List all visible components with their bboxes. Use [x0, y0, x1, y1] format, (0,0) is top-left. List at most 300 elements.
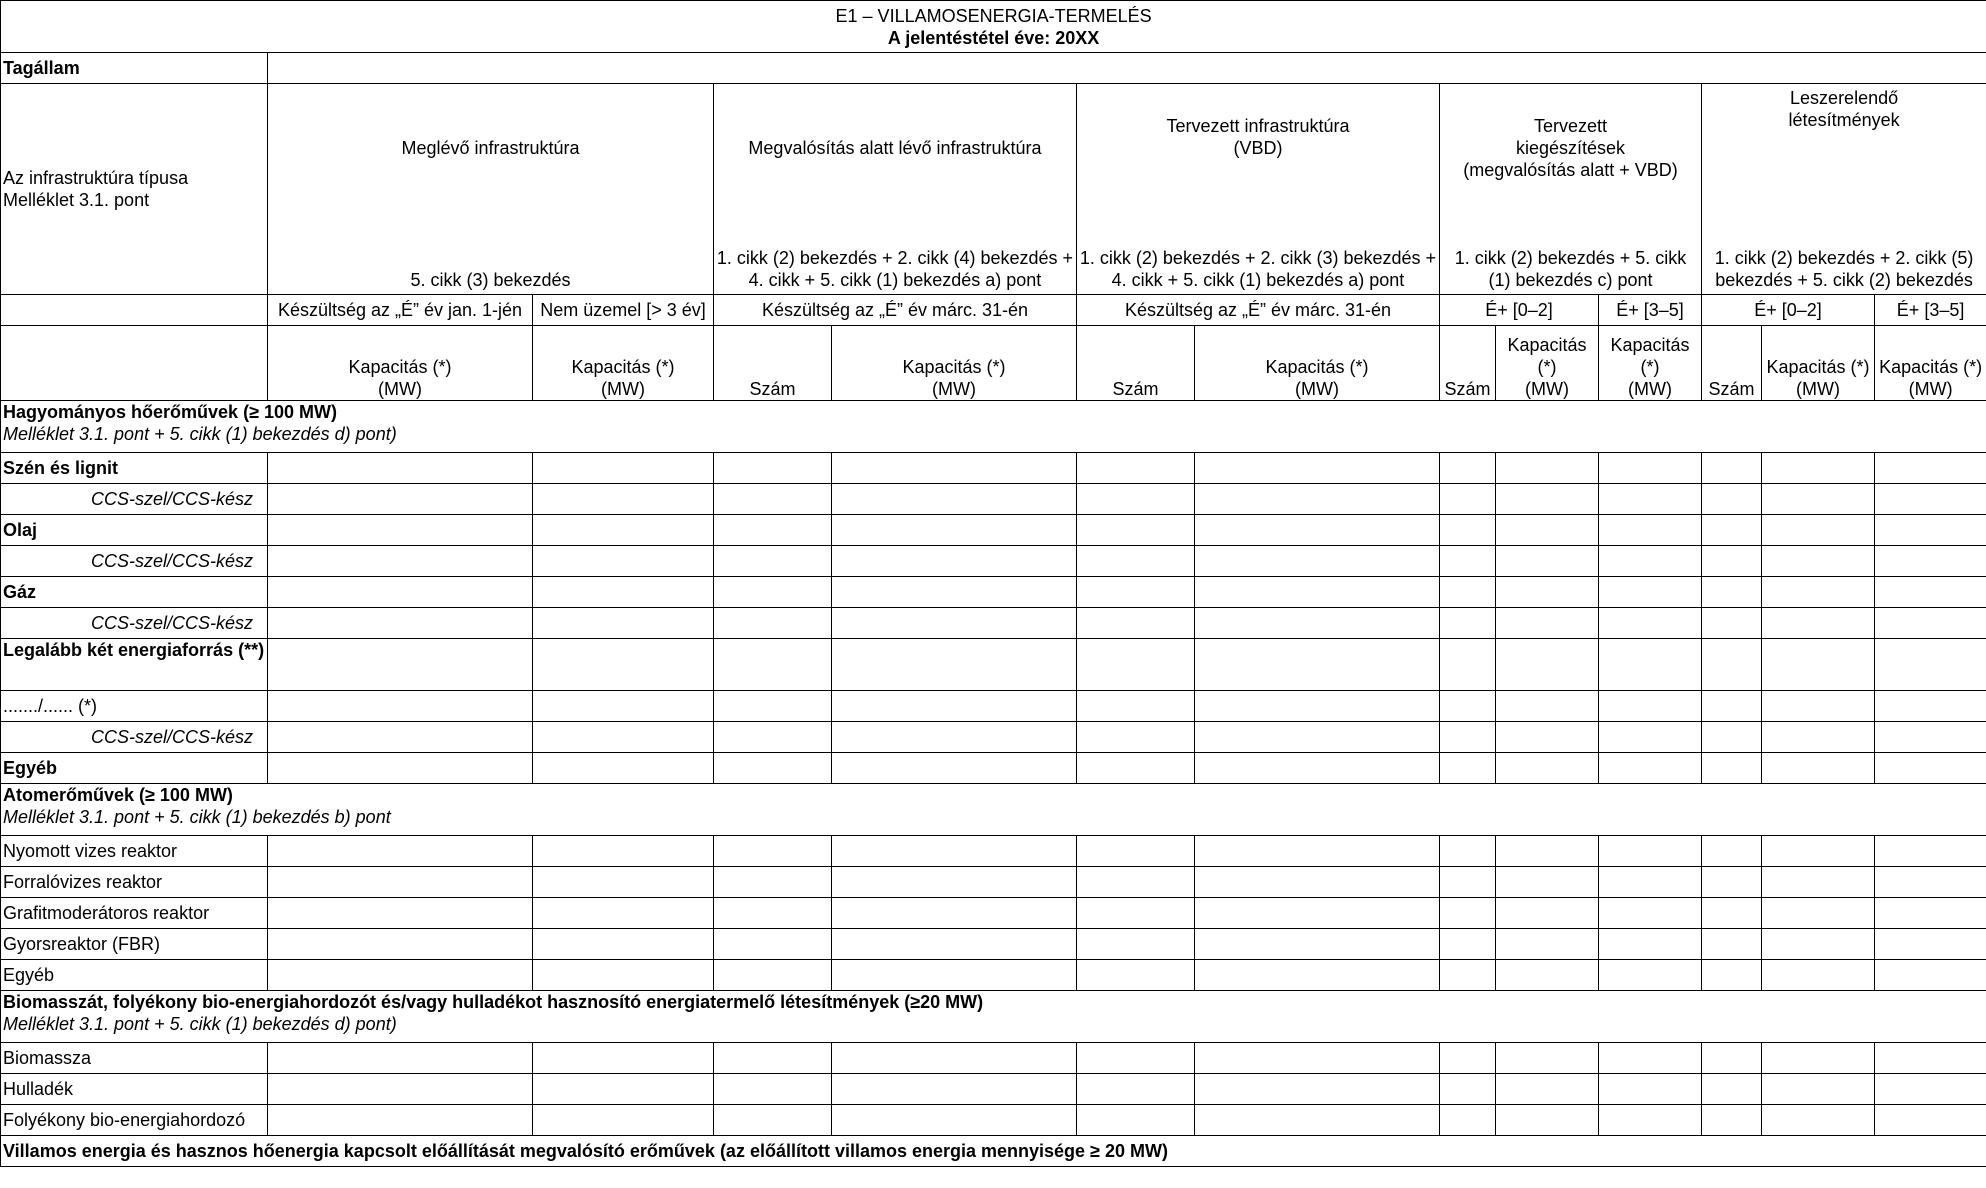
data-cell[interactable]	[1195, 453, 1440, 484]
group-additions-title2: kiegészítések	[1515, 138, 1626, 158]
data-cell[interactable]	[1077, 577, 1195, 608]
data-cell[interactable]	[268, 515, 533, 546]
subheader-completeness-mar-2: Készültség az „É” év márc. 31-én	[1077, 295, 1440, 326]
data-cell[interactable]	[1875, 753, 1986, 784]
unit-header-row	[1, 326, 1986, 401]
data-cell[interactable]	[1496, 1074, 1599, 1105]
data-cell[interactable]	[1077, 515, 1195, 546]
data-cell[interactable]	[1875, 1043, 1986, 1074]
data-cell[interactable]	[268, 484, 533, 515]
data-cell[interactable]	[1762, 1043, 1875, 1074]
data-cell[interactable]	[268, 639, 533, 691]
data-cell[interactable]	[1762, 515, 1875, 546]
data-cell[interactable]	[1762, 1105, 1875, 1136]
group-planned	[1077, 84, 1440, 295]
data-cell[interactable]	[268, 546, 533, 577]
table-row	[1, 453, 1986, 484]
data-cell[interactable]	[1762, 639, 1875, 691]
data-cell[interactable]	[1702, 722, 1762, 753]
data-cell[interactable]	[1599, 639, 1702, 691]
data-cell[interactable]	[832, 691, 1077, 722]
data-cell[interactable]	[714, 960, 832, 991]
data-cell[interactable]	[533, 929, 714, 960]
unit-capacity	[1496, 326, 1599, 401]
section-title: Biomasszát, folyékony bio-energiahordozót és/vagy hulladékot hasznosító energiatermelő létesítmények (≥20 MW)	[3, 992, 984, 1012]
data-cell[interactable]	[832, 484, 1077, 515]
data-cell[interactable]	[1440, 608, 1496, 639]
section-chp-row	[1, 1136, 1986, 1167]
data-cell[interactable]	[1077, 453, 1195, 484]
unit-capacity-label: Kapacitás (*)	[902, 357, 1006, 377]
subheader-e-0-2-decommission: É+ [0–2]	[1702, 295, 1875, 326]
data-cell[interactable]	[1875, 691, 1986, 722]
data-cell[interactable]	[1762, 929, 1875, 960]
unit-capacity-label: Kapacitás (*)	[1879, 357, 1983, 377]
data-cell[interactable]	[832, 577, 1077, 608]
data-cell[interactable]	[1599, 1074, 1702, 1105]
data-cell[interactable]	[1077, 753, 1195, 784]
row-label-graphite: Grafitmoderátoros reaktor	[1, 898, 268, 929]
data-cell[interactable]	[1496, 691, 1599, 722]
data-cell[interactable]	[714, 836, 832, 867]
data-cell[interactable]	[714, 691, 832, 722]
data-cell[interactable]	[1440, 753, 1496, 784]
subheader-completeness-jan: Készültség az „É” év jan. 1-jén	[268, 295, 533, 326]
data-cell[interactable]	[1440, 1105, 1496, 1136]
data-cell[interactable]	[1875, 867, 1986, 898]
data-cell[interactable]	[1077, 639, 1195, 691]
data-cell[interactable]	[1077, 722, 1195, 753]
data-cell[interactable]	[832, 546, 1077, 577]
section-ref: Melléklet 3.1. pont + 5. cikk (1) bekezdés b) pont	[3, 807, 391, 827]
data-cell[interactable]	[533, 577, 714, 608]
data-cell[interactable]	[1496, 639, 1599, 691]
data-cell[interactable]	[1702, 960, 1762, 991]
data-cell[interactable]	[1875, 722, 1986, 753]
data-cell[interactable]	[1875, 836, 1986, 867]
table-row	[1, 515, 1986, 546]
data-cell[interactable]	[1195, 639, 1440, 691]
data-cell[interactable]	[1702, 691, 1762, 722]
data-cell[interactable]	[1440, 836, 1496, 867]
data-cell[interactable]	[832, 898, 1077, 929]
data-cell[interactable]	[1440, 929, 1496, 960]
data-cell[interactable]	[832, 1105, 1077, 1136]
subheader-e-0-2-additions: É+ [0–2]	[1440, 295, 1599, 326]
data-cell[interactable]	[1762, 608, 1875, 639]
data-cell[interactable]	[1599, 753, 1702, 784]
data-cell[interactable]	[1440, 515, 1496, 546]
data-cell[interactable]	[1875, 608, 1986, 639]
data-cell[interactable]	[1702, 836, 1762, 867]
subheader-e-3-5-additions: É+ [3–5]	[1599, 295, 1702, 326]
data-cell[interactable]	[533, 867, 714, 898]
data-cell[interactable]	[268, 577, 533, 608]
group-planned-ref: 1. cikk (2) bekezdés + 2. cikk (3) bekezdés + 4. cikk + 5. cikk (1) bekezdés a) pont	[1079, 248, 1437, 290]
data-cell[interactable]	[1195, 929, 1440, 960]
table-row	[1, 1043, 1986, 1074]
data-cell[interactable]	[1875, 898, 1986, 929]
group-additions	[1440, 84, 1702, 295]
data-cell[interactable]	[714, 1105, 832, 1136]
data-cell[interactable]	[1195, 1043, 1440, 1074]
data-cell[interactable]	[1496, 546, 1599, 577]
data-cell[interactable]	[1195, 1074, 1440, 1105]
data-cell[interactable]	[1762, 960, 1875, 991]
data-cell[interactable]	[714, 898, 832, 929]
data-cell[interactable]	[832, 639, 1077, 691]
data-cell[interactable]	[1599, 722, 1702, 753]
data-cell[interactable]	[1195, 836, 1440, 867]
data-cell[interactable]	[1195, 960, 1440, 991]
data-cell[interactable]	[1762, 484, 1875, 515]
data-cell[interactable]	[1195, 867, 1440, 898]
group-under-construction-ref: 1. cikk (2) bekezdés + 2. cikk (4) bekezdés + 4. cikk + 5. cikk (1) bekezdés a) pont	[716, 248, 1074, 290]
member-state-label: Tagállam	[1, 53, 268, 84]
subheader-row	[1, 295, 1986, 326]
unit-capacity-label: Kapacitás (*)	[1610, 335, 1690, 377]
data-cell[interactable]	[533, 453, 714, 484]
data-cell[interactable]	[268, 453, 533, 484]
subheader-e-3-5-decommission: É+ [3–5]	[1875, 295, 1986, 326]
data-cell[interactable]	[714, 608, 832, 639]
unit-capacity-label: Kapacitás (*)	[1766, 357, 1870, 377]
data-cell[interactable]	[832, 836, 1077, 867]
data-cell[interactable]	[1599, 898, 1702, 929]
data-cell[interactable]	[533, 1105, 714, 1136]
row-label-pwr: Nyomott vizes reaktor	[1, 836, 268, 867]
unit-count: Szám	[1702, 326, 1762, 401]
data-cell[interactable]	[714, 867, 832, 898]
data-cell[interactable]	[533, 1074, 714, 1105]
table-row	[1, 608, 1986, 639]
table-row	[1, 639, 1986, 691]
data-cell[interactable]	[1077, 836, 1195, 867]
data-cell[interactable]	[1702, 546, 1762, 577]
data-cell[interactable]	[714, 722, 832, 753]
data-cell[interactable]	[1702, 929, 1762, 960]
section-chp-title: Villamos energia és hasznos hőenergia kapcsolt előállítását megvalósító erőművek (az előállított villamos energia mennyisége ≥ 20 MW)	[1, 1136, 1986, 1167]
table-row	[1, 753, 1986, 784]
data-cell[interactable]	[1195, 691, 1440, 722]
data-cell[interactable]	[1195, 577, 1440, 608]
data-cell[interactable]	[1496, 1043, 1599, 1074]
data-cell[interactable]	[1702, 515, 1762, 546]
unit-mw: (MW)	[1295, 379, 1339, 399]
data-cell[interactable]	[268, 691, 533, 722]
data-cell[interactable]	[1195, 484, 1440, 515]
data-cell[interactable]	[832, 1074, 1077, 1105]
data-cell[interactable]	[1875, 1074, 1986, 1105]
unit-mw: (MW)	[932, 379, 976, 399]
table-row	[1, 960, 1986, 991]
data-cell[interactable]	[533, 515, 714, 546]
data-cell[interactable]	[1599, 453, 1702, 484]
data-cell[interactable]	[268, 1105, 533, 1136]
data-cell[interactable]	[268, 867, 533, 898]
data-cell[interactable]	[533, 1043, 714, 1074]
section-biomass-row	[1, 991, 1986, 1043]
data-cell[interactable]	[832, 929, 1077, 960]
data-cell[interactable]	[268, 1074, 533, 1105]
data-cell[interactable]	[1702, 1105, 1762, 1136]
section-ref: Melléklet 3.1. pont + 5. cikk (1) bekezdés d) pont)	[3, 424, 397, 444]
data-cell[interactable]	[1440, 577, 1496, 608]
data-cell[interactable]	[832, 608, 1077, 639]
data-cell[interactable]	[1762, 691, 1875, 722]
data-cell[interactable]	[1440, 639, 1496, 691]
data-cell[interactable]	[832, 960, 1077, 991]
group-under-construction	[714, 84, 1077, 295]
group-under-construction-title: Megvalósítás alatt lévő infrastruktúra	[748, 138, 1042, 158]
row-label-ccs: CCS-szel/CCS-kész	[1, 484, 268, 515]
group-planned-title: Tervezett infrastruktúra	[1166, 116, 1350, 136]
unit-mw: (MW)	[1525, 379, 1569, 399]
data-cell[interactable]	[1077, 960, 1195, 991]
row-label-ccs: CCS-szel/CCS-kész	[1, 722, 268, 753]
data-cell[interactable]	[1762, 453, 1875, 484]
data-cell[interactable]	[1077, 898, 1195, 929]
data-cell[interactable]	[268, 753, 533, 784]
row-label-fuel-pair[interactable]: ......./...... (*)	[1, 691, 268, 722]
data-cell[interactable]	[533, 960, 714, 991]
data-cell[interactable]	[268, 1043, 533, 1074]
data-cell[interactable]	[1496, 753, 1599, 784]
data-cell[interactable]	[1875, 929, 1986, 960]
data-cell[interactable]	[1496, 484, 1599, 515]
data-cell[interactable]	[1195, 753, 1440, 784]
data-cell[interactable]	[1440, 960, 1496, 991]
data-cell[interactable]	[1077, 484, 1195, 515]
data-cell[interactable]	[1875, 1105, 1986, 1136]
data-cell[interactable]	[1875, 546, 1986, 577]
data-cell[interactable]	[1440, 898, 1496, 929]
data-cell[interactable]	[268, 898, 533, 929]
data-cell[interactable]	[1702, 639, 1762, 691]
data-cell[interactable]	[1599, 1105, 1702, 1136]
data-cell[interactable]	[714, 929, 832, 960]
data-cell[interactable]	[714, 453, 832, 484]
data-cell[interactable]	[1599, 608, 1702, 639]
data-cell[interactable]	[1496, 515, 1599, 546]
data-cell[interactable]	[1440, 546, 1496, 577]
data-cell[interactable]	[1702, 608, 1762, 639]
unit-capacity	[832, 326, 1077, 401]
data-cell[interactable]	[533, 898, 714, 929]
data-cell[interactable]	[1599, 546, 1702, 577]
unit-mw: (MW)	[1796, 379, 1840, 399]
data-cell[interactable]	[1440, 867, 1496, 898]
data-cell[interactable]	[1077, 1043, 1195, 1074]
infra-type-ref: Melléklet 3.1. pont	[3, 190, 150, 210]
data-cell[interactable]	[1702, 577, 1762, 608]
unit-mw: (MW)	[378, 379, 422, 399]
table-row	[1, 484, 1986, 515]
row-label-bwr: Forralóvizes reaktor	[1, 867, 268, 898]
data-cell[interactable]	[1077, 867, 1195, 898]
title-row	[1, 1, 1986, 53]
data-cell[interactable]	[268, 929, 533, 960]
data-cell[interactable]	[1702, 453, 1762, 484]
unit-capacity	[1875, 326, 1986, 401]
unit-capacity	[268, 326, 533, 401]
data-cell[interactable]	[714, 1074, 832, 1105]
data-cell[interactable]	[1195, 515, 1440, 546]
table-row	[1, 836, 1986, 867]
unit-mw: (MW)	[1628, 379, 1672, 399]
data-cell[interactable]	[1599, 484, 1702, 515]
data-cell[interactable]	[832, 515, 1077, 546]
data-cell[interactable]	[268, 836, 533, 867]
data-cell[interactable]	[1195, 722, 1440, 753]
data-cell[interactable]	[1875, 577, 1986, 608]
data-cell[interactable]	[1702, 1043, 1762, 1074]
data-cell[interactable]	[1599, 577, 1702, 608]
data-cell[interactable]	[1440, 691, 1496, 722]
table-row	[1, 898, 1986, 929]
data-cell[interactable]	[1195, 608, 1440, 639]
data-cell[interactable]	[533, 639, 714, 691]
data-cell[interactable]	[1875, 960, 1986, 991]
data-cell[interactable]	[714, 753, 832, 784]
data-cell[interactable]	[714, 1043, 832, 1074]
data-cell[interactable]	[1762, 1074, 1875, 1105]
row-label-liquid-bio: Folyékony bio-energiahordozó	[1, 1105, 268, 1136]
data-cell[interactable]	[1496, 722, 1599, 753]
data-cell[interactable]	[1496, 577, 1599, 608]
data-cell[interactable]	[714, 546, 832, 577]
data-cell[interactable]	[533, 484, 714, 515]
data-cell[interactable]	[1599, 1043, 1702, 1074]
group-decommission-title2: létesítmények	[1788, 110, 1900, 130]
data-cell[interactable]	[1599, 691, 1702, 722]
data-cell[interactable]	[1762, 722, 1875, 753]
section-biomass	[1, 991, 1986, 1043]
data-cell[interactable]	[1496, 608, 1599, 639]
group-existing-ref: 5. cikk (3) bekezdés	[410, 270, 571, 290]
data-cell[interactable]	[1496, 898, 1599, 929]
data-cell[interactable]	[268, 960, 533, 991]
data-cell[interactable]	[533, 546, 714, 577]
group-planned-subtitle: (VBD)	[1233, 138, 1283, 158]
data-cell[interactable]	[1440, 1043, 1496, 1074]
row-label-biomass: Biomassza	[1, 1043, 268, 1074]
row-label-other-bold: Egyéb	[1, 753, 268, 784]
data-cell[interactable]	[533, 691, 714, 722]
data-cell[interactable]	[1599, 836, 1702, 867]
row-label-waste: Hulladék	[1, 1074, 268, 1105]
data-cell[interactable]	[832, 1043, 1077, 1074]
data-cell[interactable]	[832, 453, 1077, 484]
data-cell[interactable]	[1875, 484, 1986, 515]
table-row	[1, 722, 1986, 753]
group-existing	[268, 84, 714, 295]
data-cell[interactable]	[1875, 515, 1986, 546]
data-cell[interactable]	[1195, 546, 1440, 577]
data-cell[interactable]	[1077, 1105, 1195, 1136]
data-cell[interactable]	[533, 722, 714, 753]
data-cell[interactable]	[1440, 1074, 1496, 1105]
infra-type-header	[1, 84, 268, 295]
report-year: A jelentéstétel éve: 20XX	[887, 27, 1100, 48]
data-cell[interactable]	[1875, 639, 1986, 691]
data-cell[interactable]	[714, 639, 832, 691]
data-cell[interactable]	[1702, 1074, 1762, 1105]
unit-capacity	[533, 326, 714, 401]
section-conventional	[1, 401, 1986, 453]
unit-capacity	[1599, 326, 1702, 401]
member-state-row	[1, 53, 1986, 84]
data-cell[interactable]	[1702, 898, 1762, 929]
data-cell[interactable]	[1195, 1105, 1440, 1136]
data-cell[interactable]	[1496, 960, 1599, 991]
data-cell[interactable]	[1077, 691, 1195, 722]
data-cell[interactable]	[832, 722, 1077, 753]
table-row	[1, 546, 1986, 577]
data-cell[interactable]	[1762, 898, 1875, 929]
data-cell[interactable]	[1440, 722, 1496, 753]
data-cell[interactable]	[1702, 484, 1762, 515]
data-cell[interactable]	[1195, 898, 1440, 929]
data-cell[interactable]	[1599, 960, 1702, 991]
row-label-oil: Olaj	[1, 515, 268, 546]
data-cell[interactable]	[1762, 836, 1875, 867]
unit-mw: (MW)	[601, 379, 645, 399]
data-cell[interactable]	[1599, 515, 1702, 546]
data-cell[interactable]	[1599, 929, 1702, 960]
data-cell[interactable]	[533, 608, 714, 639]
data-cell[interactable]	[1875, 453, 1986, 484]
data-cell[interactable]	[1496, 453, 1599, 484]
data-cell[interactable]	[1762, 546, 1875, 577]
report-title	[1, 1, 1986, 53]
data-cell[interactable]	[268, 722, 533, 753]
unit-count: Szám	[1440, 326, 1496, 401]
data-cell[interactable]	[1599, 867, 1702, 898]
data-cell[interactable]	[1762, 577, 1875, 608]
group-additions-ref: 1. cikk (2) bekezdés + 5. cikk (1) bekezdés c) pont	[1454, 248, 1687, 290]
data-cell[interactable]	[1496, 836, 1599, 867]
data-cell[interactable]	[1077, 546, 1195, 577]
data-cell[interactable]	[1762, 867, 1875, 898]
group-additions-title: Tervezett	[1533, 116, 1608, 136]
data-cell[interactable]	[1496, 929, 1599, 960]
data-cell[interactable]	[533, 836, 714, 867]
data-cell[interactable]	[714, 515, 832, 546]
data-cell[interactable]	[714, 484, 832, 515]
data-cell[interactable]	[1496, 867, 1599, 898]
data-cell[interactable]	[1440, 453, 1496, 484]
report-title-line1: E1 – VILLAMOSENERGIA-TERMELÉS	[835, 5, 1152, 26]
data-cell[interactable]	[832, 753, 1077, 784]
data-cell[interactable]	[714, 577, 832, 608]
member-state-value[interactable]	[268, 53, 1986, 84]
data-cell[interactable]	[832, 867, 1077, 898]
data-cell[interactable]	[533, 753, 714, 784]
data-cell[interactable]	[1702, 753, 1762, 784]
data-cell[interactable]	[1762, 753, 1875, 784]
unit-empty	[1, 326, 268, 401]
data-cell[interactable]	[1077, 1074, 1195, 1105]
data-cell[interactable]	[1077, 608, 1195, 639]
data-cell[interactable]	[1077, 929, 1195, 960]
section-title: Hagyományos hőerőművek (≥ 100 MW)	[3, 402, 337, 422]
data-cell[interactable]	[1702, 867, 1762, 898]
data-cell[interactable]	[1496, 1105, 1599, 1136]
section-title: Atomerőművek (≥ 100 MW)	[3, 785, 233, 805]
data-cell[interactable]	[268, 608, 533, 639]
data-cell[interactable]	[1440, 484, 1496, 515]
